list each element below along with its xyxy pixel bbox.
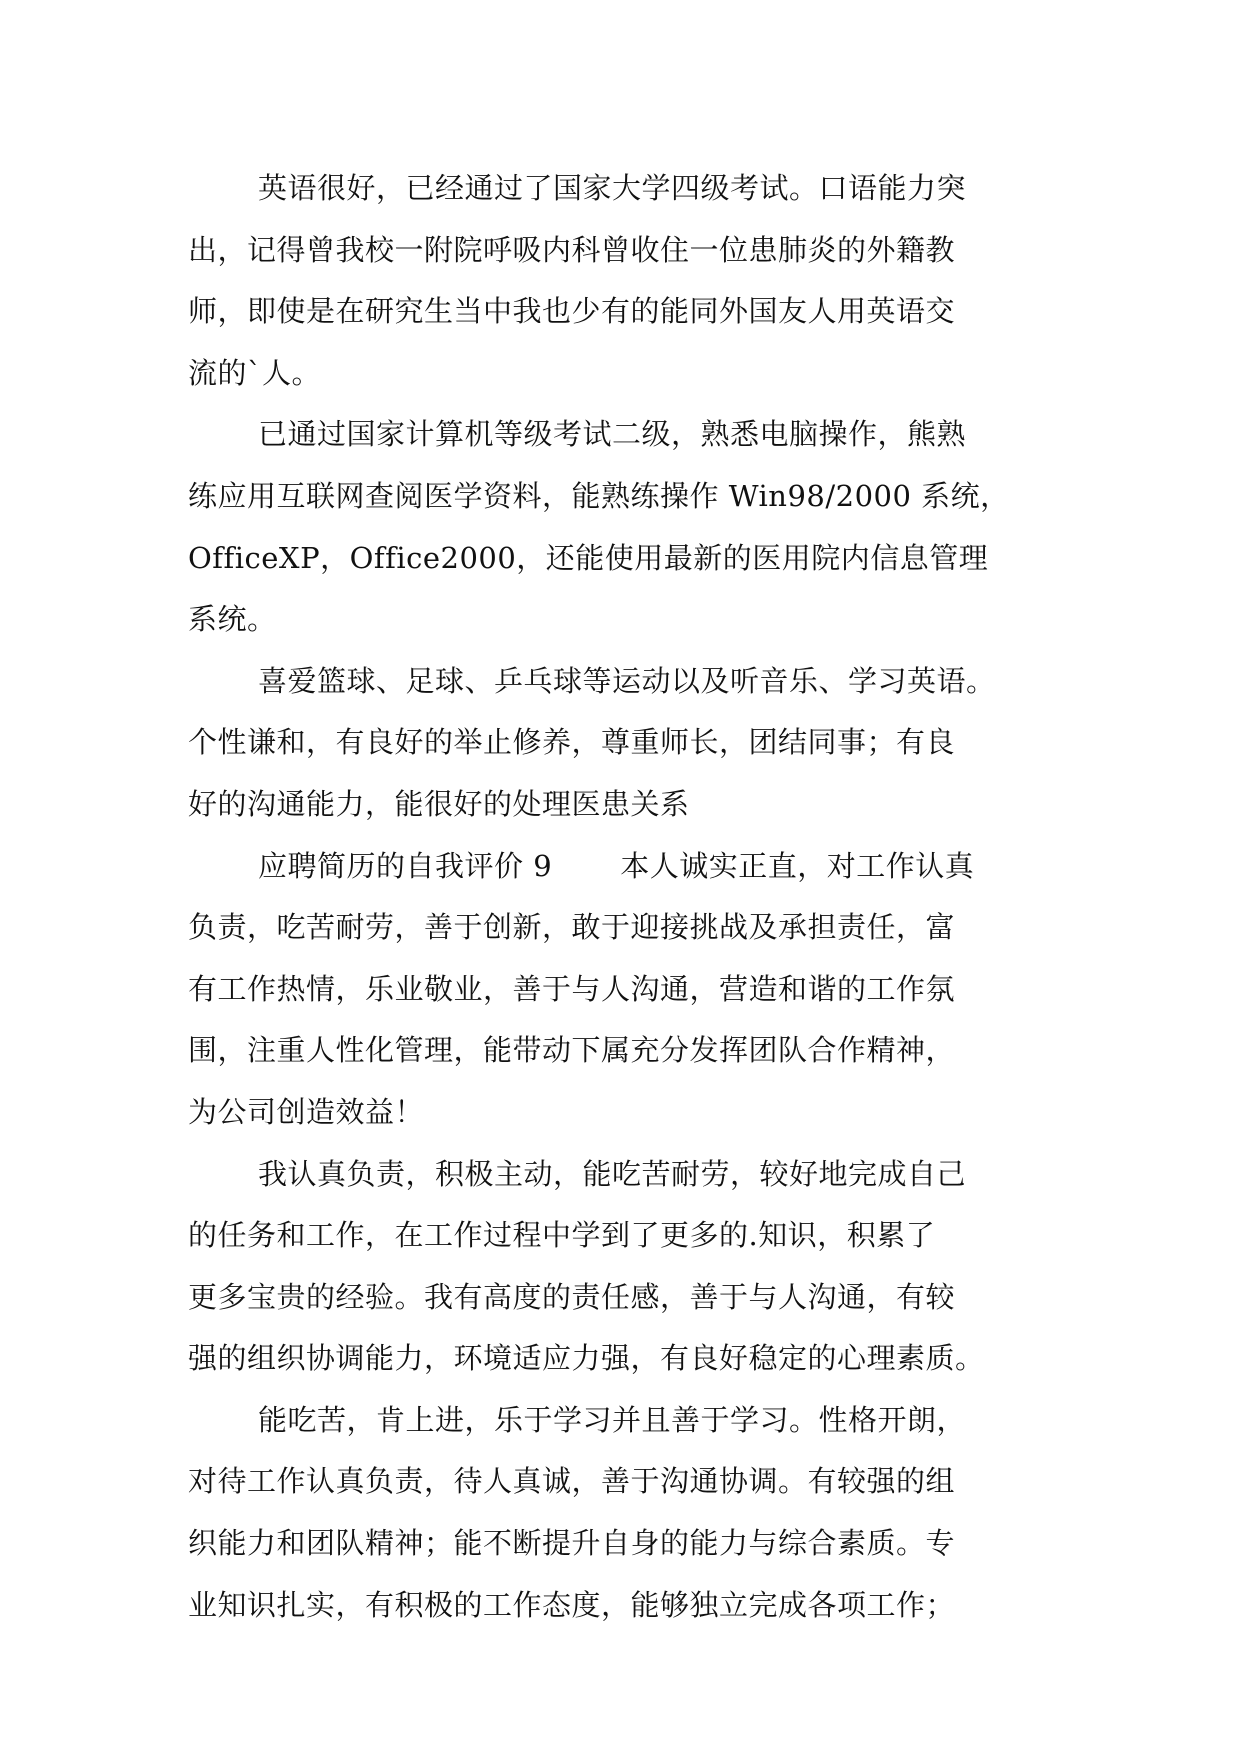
document-body [188,158,1058,1636]
text-line: 已通过国家计算机等级考试二级，熟悉电脑操作，熊熟 [258,417,967,452]
text-line: 有工作热情，乐业敬业，善于与人沟通，营造和谐的工作氛 [188,971,956,1006]
text-line: 能吃苦，肯上进，乐于学习并且善于学习。性格开朗， [258,1402,967,1437]
text-line: 对待工作认真负责，待人真诚，善于沟通协调。有较强的组 [188,1464,956,1499]
text-line: 我认真负责，积极主动，能吃苦耐劳，较好地完成自己 [258,1156,967,1191]
text-line: 负责，吃苦耐劳，善于创新，敢于迎接挑战及承担责任，富 [188,910,956,945]
text-line: 织能力和团队精神；能不断提升自身的能力与综合素质。专 [188,1526,956,1561]
text-line: 的任务和工作，在工作过程中学到了更多的.知识，积累了 [188,1218,936,1253]
text-line: 业知识扎实，有积极的工作态度，能够独立完成各项工作； [188,1587,956,1622]
text-line: 围，注重人性化管理，能带动下属充分发挥团队合作精神， [188,1033,956,1068]
text-line: 喜爱篮球、足球、乒乓球等运动以及听音乐、学习英语。 [258,663,996,698]
text-line: 流的`人。 [188,355,322,390]
text-line: 强的组织协调能力，环境适应力强，有良好稳定的心理素质。 [188,1341,985,1376]
text-line: 师，即使是在研究生当中我也少有的能同外国友人用英语交 [188,294,956,329]
text-line: 练应用互联网查阅医学资料，能熟练操作 Win98/2000 系统， [188,478,1010,513]
text-line: 英语很好，已经通过了国家大学四级考试。口语能力突 [258,171,967,205]
text-line: 系统。 [188,602,277,637]
text-line: 更多宝贵的经验。我有高度的责任感，善于与人沟通，有较 [188,1279,956,1314]
text-line: 应聘简历的自我评价 9 本人诚实正直，对工作认真 [258,848,975,883]
text-line: 为公司创造效益！ [188,1094,425,1129]
text-line: 好的沟通能力，能很好的处理医患关系 [188,786,690,821]
text-line: OfficeXP，Office2000，还能使用最新的医用院内信息管理 [188,540,989,575]
text-line: 个性谦和，有良好的举止修养，尊重师长，团结同事；有良 [188,725,956,760]
text-line: 出，记得曾我校一附院呼吸内科曾收住一位患肺炎的外籍教 [188,232,956,267]
